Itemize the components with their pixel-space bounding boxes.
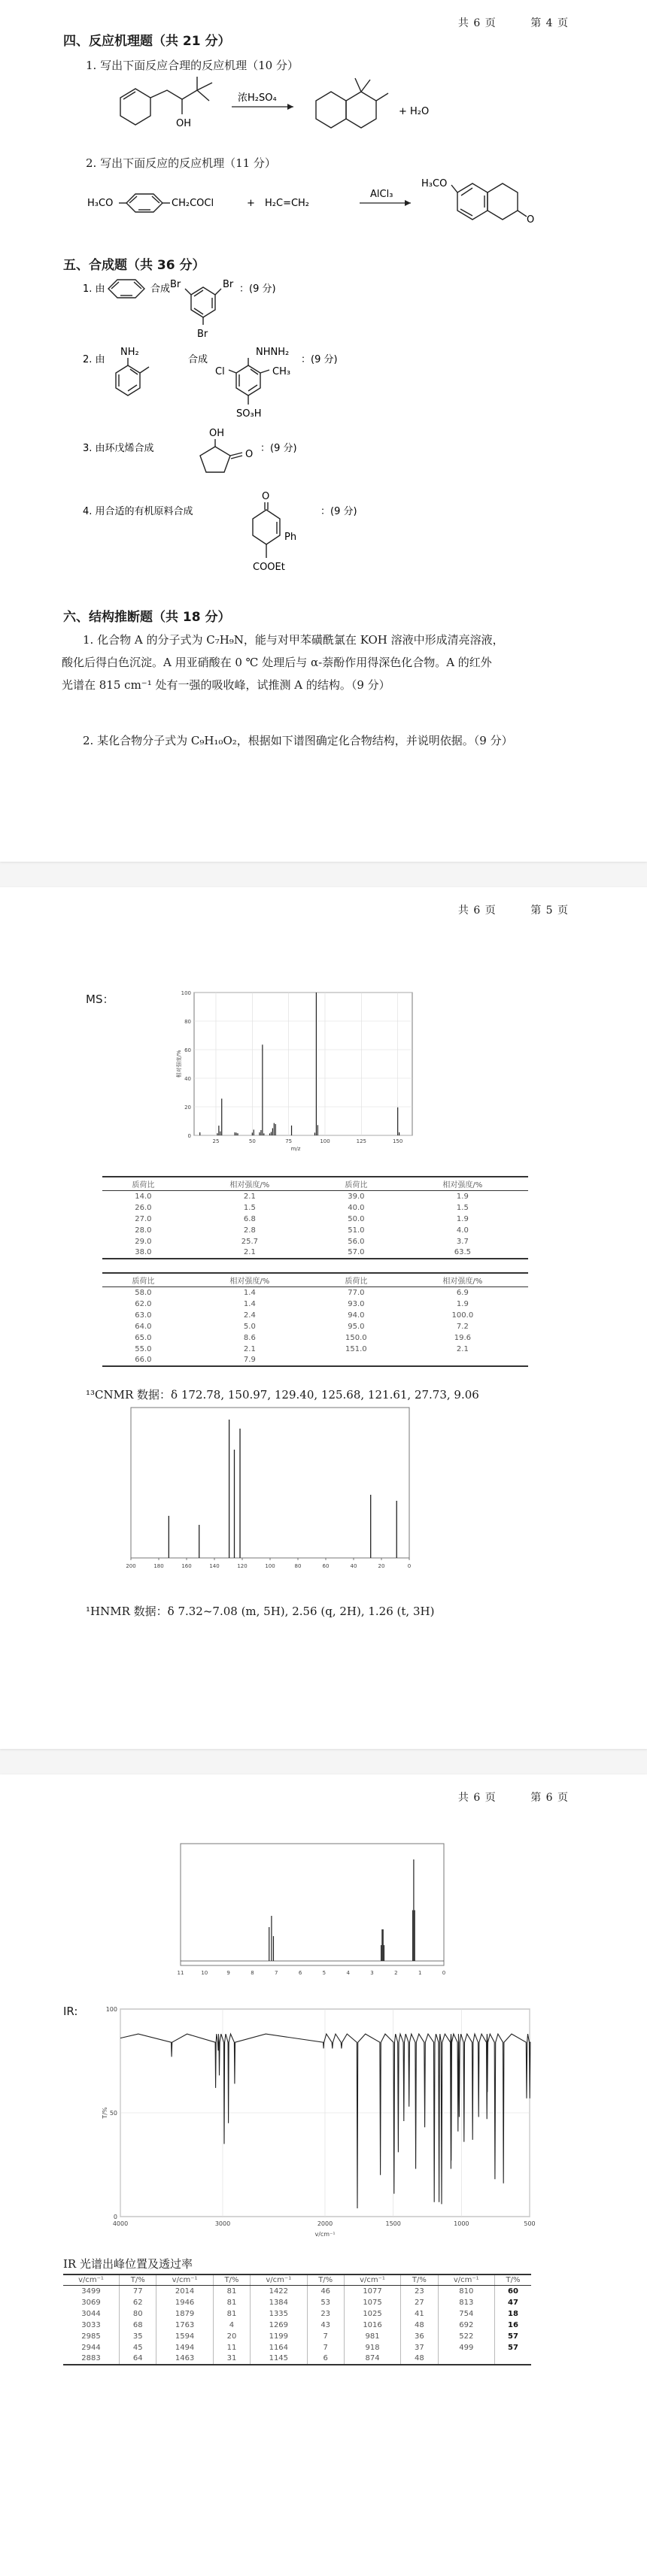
table-cell: 66.0 [102, 1355, 184, 1366]
table-cell: 58.0 [135, 1288, 152, 1297]
table-cell: 4.0 [456, 1226, 469, 1235]
table-cell: 150.0 [345, 1333, 367, 1342]
ms-table-1 [102, 1176, 528, 1259]
table-cell [397, 1355, 528, 1366]
tribromobenzene-diagram [185, 287, 221, 325]
ms-label: MS： [86, 993, 114, 1006]
hydrazine-label: NHNH₂ [256, 347, 290, 358]
question-text: 1. 写出下面反应合理的反应机理（10 分） [86, 59, 299, 72]
table-cell: 2.8 [243, 1226, 256, 1235]
table-cell: 47 [495, 2297, 532, 2308]
column-header: T/% [120, 2274, 156, 2286]
section-title: 五、合成题（共 36 分） [63, 258, 205, 273]
table-cell: 63.0 [135, 1311, 152, 1320]
ir-label: IR: [63, 2005, 78, 2018]
cyclohexene-diagram [120, 77, 212, 125]
table-cell: 48 [401, 2320, 438, 2331]
tick-label: 3 [370, 1970, 374, 1976]
table-cell: 28.0 [135, 1226, 152, 1235]
table-cell: 14.0 [135, 1192, 152, 1201]
table-cell: 2985 [81, 2332, 101, 2341]
tick-label: 1000 [454, 2220, 469, 2227]
table-cell: 5.0 [243, 1322, 256, 1331]
table-cell: 2.4 [243, 1311, 256, 1320]
table-cell: 810 [438, 2286, 494, 2297]
table-row [102, 1202, 528, 1214]
question-text: 3. 由环戊烯合成 [83, 443, 154, 454]
table-cell: 1763 [156, 2320, 213, 2331]
tick-label: 500 [524, 2220, 536, 2227]
table-cell: 1494 [156, 2342, 213, 2353]
table-cell: 27.0 [135, 1214, 152, 1223]
tick-label: 100 [320, 1138, 330, 1144]
problem-2-text: 2. 某化合物分子式为 C₉H₁₀O₂，根据如下谱图确定化合物结构，并说明依据。（9 分） [83, 734, 513, 747]
problem-line: 光谱在 815 cm⁻¹ 处有一强的吸收峰，试推测 A 的结构。（9 分） [62, 678, 390, 692]
x-axis-label: m/z [290, 1146, 301, 1152]
table-cell: 1077 [344, 2286, 400, 2297]
page-header [428, 15, 569, 30]
table-cell: 1946 [156, 2297, 213, 2308]
table-cell: 68 [120, 2320, 156, 2331]
table-cell: 93.0 [348, 1299, 365, 1308]
table-cell: 981 [344, 2331, 400, 2342]
o-toluidine-diagram [116, 358, 149, 395]
column-header: 相对强度/% [397, 1177, 528, 1191]
octahydronaphthalene-diagram [316, 78, 388, 128]
table-cell: 499 [438, 2342, 494, 2353]
table-cell: 151.0 [345, 1344, 367, 1353]
tick-label: 0 [187, 1133, 191, 1139]
table-cell: 26.0 [135, 1203, 152, 1212]
table-cell: 1.9 [456, 1299, 469, 1308]
section-title: 六、结构推断题（共 18 分） [63, 610, 231, 625]
column-header: 相对强度/% [397, 1273, 528, 1287]
plot-frame [181, 1844, 444, 1965]
column-header: T/% [307, 2274, 344, 2286]
table-cell: 45 [120, 2342, 156, 2353]
table-cell: 23 [401, 2286, 438, 2297]
table-cell: 57 [495, 2342, 532, 2353]
ir-table-title: IR 光谱出峰位置及透过率 [63, 2257, 193, 2271]
table-cell: 11 [213, 2342, 250, 2353]
table-cell: 56.0 [348, 1237, 365, 1246]
table-cell: 522 [438, 2331, 494, 2342]
tick-label: 20 [378, 1563, 385, 1569]
column-header: 质荷比 [102, 1273, 184, 1287]
table-cell: 53 [307, 2297, 344, 2308]
table-row [102, 1236, 528, 1247]
question-text: 合成 [188, 354, 208, 365]
table-cell: 3044 [81, 2309, 101, 2318]
reaction-2-scheme [75, 171, 557, 232]
page-number: 第 6 页 [530, 1792, 569, 1804]
benzene-ring-diagram [119, 194, 170, 212]
cnmr-data-text: ¹³CNMR 数据：δ 172.78, 150.97, 129.40, 125.68, 121.61, 27.73, 9.06 [86, 1388, 479, 1402]
table-cell: 100.0 [451, 1311, 474, 1320]
tick-label: 9 [226, 1970, 230, 1976]
plus-sign: + [247, 198, 255, 209]
table-cell: 48 [401, 2353, 438, 2365]
table-cell: 1.5 [243, 1203, 256, 1212]
table-cell: 16 [495, 2320, 532, 2331]
table-cell: 2014 [156, 2286, 213, 2297]
table-cell: 1384 [251, 2297, 307, 2308]
table-row [63, 2286, 531, 2297]
table-row [102, 1214, 528, 1225]
table-cell: 2883 [63, 2353, 120, 2365]
tick-label: 8 [251, 1970, 254, 1976]
table-cell: 1.9 [456, 1214, 469, 1223]
table-cell: 18 [495, 2308, 532, 2320]
page-header [428, 902, 569, 917]
table-cell: 63.5 [397, 1247, 528, 1259]
table-cell: 57 [495, 2331, 532, 2342]
table-cell: 2.1 [243, 1192, 256, 1201]
table-cell: 1594 [156, 2331, 213, 2342]
table-cell [315, 1355, 397, 1366]
table-cell: 77.0 [348, 1288, 365, 1297]
tick-label: 0 [113, 2214, 117, 2220]
table-cell: 36 [401, 2331, 438, 2342]
table-cell: 2.1 [243, 1344, 256, 1353]
question-points: ：(9 分) [260, 443, 297, 454]
tick-label: 180 [153, 1563, 164, 1569]
table-cell: 81 [213, 2297, 250, 2308]
chlorine-label: Cl [215, 366, 225, 377]
table-cell: 1164 [251, 2342, 307, 2353]
table-cell: 57.0 [315, 1247, 397, 1259]
synthesis-4 [75, 489, 527, 586]
page-number: 第 4 页 [530, 17, 569, 29]
section-title: 四、反应机理题（共 21 分） [63, 34, 231, 49]
reagent-label: AlCl₃ [370, 189, 393, 200]
table-cell: 7 [307, 2331, 344, 2342]
water-label: + H₂O [399, 106, 430, 117]
table-cell [438, 2353, 494, 2365]
table-cell: 38.0 [102, 1247, 184, 1259]
benzene-diagram [108, 280, 144, 298]
tick-label: 200 [126, 1563, 136, 1569]
tick-label: 7 [275, 1970, 278, 1976]
oh-label: OH [176, 118, 192, 129]
table-cell: 1199 [251, 2331, 307, 2342]
tick-label: 60 [184, 1047, 191, 1053]
table-cell: 40.0 [348, 1203, 365, 1212]
table-cell: 37 [401, 2342, 438, 2353]
column-header: T/% [401, 2274, 438, 2286]
table-cell: 3.7 [456, 1237, 469, 1246]
table-cell: 46 [307, 2286, 344, 2297]
problem-1-text [62, 629, 602, 696]
table-cell: 3069 [81, 2298, 101, 2307]
table-cell: 27 [401, 2297, 438, 2308]
table-row [102, 1299, 528, 1310]
table-cell: 1.9 [456, 1192, 469, 1201]
table-cell: 94.0 [348, 1311, 365, 1320]
table-row [63, 2308, 531, 2320]
hydroxyl-label: OH [209, 428, 225, 439]
tick-label: 10 [201, 1970, 208, 1976]
table-cell: 692 [438, 2320, 494, 2331]
table-cell: 2.1 [456, 1344, 469, 1353]
table-row [102, 1332, 528, 1344]
table-cell [495, 2353, 532, 2365]
ketone-o-label: O [527, 214, 535, 226]
table-cell: 25.7 [241, 1237, 258, 1246]
ketone-o-label: O [245, 449, 254, 460]
tick-label: 2000 [317, 2220, 333, 2227]
hydroxy-cyclopentanone-diagram [200, 439, 242, 472]
table-cell: 6.8 [243, 1214, 256, 1223]
table-cell: 29.0 [135, 1237, 152, 1246]
tick-label: 11 [177, 1970, 184, 1976]
table-cell: 1879 [156, 2308, 213, 2320]
total-pages: 共 6 页 [457, 905, 497, 917]
table-cell: 7.9 [184, 1355, 315, 1366]
page-number: 第 5 页 [530, 905, 569, 917]
ir-transmittance-curve [120, 2034, 530, 2208]
table-cell: 1.5 [456, 1203, 469, 1212]
table-cell: 6.9 [456, 1288, 469, 1297]
column-header: 相对强度/% [184, 1177, 315, 1191]
table-cell: 20 [213, 2331, 250, 2342]
plot-frame [131, 1408, 409, 1558]
question-points: ：(9 分) [239, 283, 276, 295]
problem-line: 1. 化合物 A 的分子式为 C₇H₉N，能与对甲苯磺酰氯在 KOH 溶液中形成清亮溶液， [83, 633, 504, 647]
table-cell: 8.6 [243, 1333, 256, 1342]
table-row [63, 2331, 531, 2342]
table-cell: 4 [213, 2320, 250, 2331]
plot-frame [194, 993, 412, 1135]
table-row [102, 1310, 528, 1321]
table-header-row [63, 2274, 531, 2286]
column-header: v/cm⁻¹ [156, 2274, 213, 2286]
tick-label: 3000 [214, 2220, 231, 2227]
tick-label: 100 [105, 2006, 117, 2013]
ketone-o-label: O [262, 491, 270, 502]
column-header: 质荷比 [315, 1273, 397, 1287]
table-cell: 62 [120, 2297, 156, 2308]
ms-table-2 [102, 1272, 528, 1367]
tick-label: 40 [184, 1076, 191, 1082]
tick-label: 125 [356, 1138, 367, 1144]
product-methoxy-label: H₃CO [421, 178, 448, 189]
bromine-label: Br [170, 279, 181, 290]
table-cell: 1269 [251, 2320, 307, 2331]
question-text: 合成 [150, 283, 171, 295]
table-cell: 95.0 [348, 1322, 365, 1331]
hnmr-spectrum-chart [173, 1839, 451, 1982]
table-cell: 23 [307, 2308, 344, 2320]
table-cell: 31 [213, 2353, 250, 2365]
table-cell: 43 [307, 2320, 344, 2331]
column-header: 质荷比 [102, 1177, 184, 1191]
table-cell: 3033 [81, 2320, 101, 2329]
total-pages: 共 6 页 [457, 17, 497, 29]
table-cell: 50.0 [348, 1214, 365, 1223]
tick-label: 50 [248, 1138, 256, 1144]
column-header: T/% [213, 2274, 250, 2286]
table-cell: 1016 [344, 2320, 400, 2331]
table-cell: 41 [401, 2308, 438, 2320]
bromine-label: Br [223, 279, 234, 290]
tick-label: 1 [418, 1970, 422, 1976]
table-cell: 1463 [156, 2353, 213, 2365]
tick-label: 6 [298, 1970, 302, 1976]
table-cell: 62.0 [135, 1299, 152, 1308]
cyclohexenone-diagram [253, 502, 280, 558]
column-header: v/cm⁻¹ [344, 2274, 400, 2286]
table-cell: 6 [307, 2353, 344, 2365]
ir-peak-table [63, 2274, 531, 2365]
table-row [102, 1287, 528, 1299]
column-header: v/cm⁻¹ [63, 2274, 120, 2286]
hnmr-data-text: ¹HNMR 数据：δ 7.32~7.08 (m, 5H), 2.56 (q, 2H), 1.26 (t, 3H) [86, 1605, 435, 1618]
tick-label: 0 [407, 1563, 412, 1569]
tick-label: 120 [237, 1563, 248, 1569]
table-cell: 65.0 [135, 1333, 152, 1342]
column-header: T/% [495, 2274, 532, 2286]
tick-label: 1500 [385, 2220, 401, 2227]
table-row [63, 2297, 531, 2308]
tick-label: 2 [394, 1970, 398, 1976]
tick-label: 25 [212, 1138, 220, 1144]
total-pages: 共 6 页 [457, 1792, 497, 1804]
table-row [63, 2342, 531, 2353]
question-text: 4. 用合适的有机原料合成 [83, 506, 193, 517]
table-cell: 19.6 [454, 1333, 471, 1342]
tick-label: 80 [294, 1563, 302, 1569]
tick-label: 20 [184, 1105, 191, 1111]
table-row [102, 1355, 528, 1366]
question-points: ：(9 分) [301, 354, 338, 365]
ir-spectrum-chart [98, 2005, 537, 2245]
table-row [102, 1191, 528, 1202]
bromine-label: Br [197, 329, 208, 340]
cnmr-spectrum-chart [123, 1403, 417, 1579]
y-axis-label: T/% [102, 2107, 108, 2119]
tick-label: 5 [322, 1970, 327, 1976]
question-text: 1. 由 [83, 283, 105, 295]
column-header: 相对强度/% [184, 1273, 315, 1287]
tick-label: 100 [181, 990, 191, 996]
ester-label: COOEt [253, 562, 285, 573]
table-row [102, 1247, 528, 1259]
table-cell: 1422 [251, 2286, 307, 2297]
table-cell: 60 [495, 2286, 532, 2297]
tick-label: 75 [285, 1138, 293, 1144]
question-text: 2. 由 [83, 354, 105, 365]
table-cell: 2944 [81, 2343, 101, 2352]
question-text: 2. 写出下面反应的反应机理（11 分） [86, 156, 276, 170]
table-cell: 7 [307, 2342, 344, 2353]
table-cell: 874 [344, 2353, 400, 2365]
hydrazine-benzene-diagram [229, 358, 269, 405]
table-cell: 81 [213, 2308, 250, 2320]
page-4 [0, 0, 647, 862]
table-header-row [102, 1273, 528, 1287]
table-cell: 51.0 [348, 1226, 365, 1235]
table-cell: 1025 [344, 2308, 400, 2320]
problem-line: 酸化后得白色沉淀。A 用亚硝酸在 0 ℃ 处理后与 α-萘酚作用得深色化合物。A 的红外 [62, 656, 492, 669]
synthesis-1 [75, 272, 527, 347]
column-header: v/cm⁻¹ [251, 2274, 307, 2286]
table-row [63, 2353, 531, 2365]
amine-label: NH₂ [120, 347, 139, 358]
column-header: 质荷比 [315, 1177, 397, 1191]
table-header-row [102, 1177, 528, 1191]
table-cell: 35 [120, 2331, 156, 2342]
x-axis-label: v/cm⁻¹ [314, 2231, 336, 2238]
ms-spectrum-chart [173, 985, 421, 1165]
tick-label: 160 [181, 1563, 192, 1569]
tick-label: 60 [322, 1563, 330, 1569]
synthesis-2 [75, 344, 527, 427]
tetralone-diagram [451, 183, 527, 220]
table-cell: 77 [120, 2286, 156, 2297]
tick-label: 100 [265, 1563, 275, 1569]
table-row [63, 2320, 531, 2331]
ethylene-label: H₂C=CH₂ [265, 198, 310, 209]
table-row [102, 1344, 528, 1355]
tick-label: 4 [346, 1970, 350, 1976]
tick-label: 40 [350, 1563, 357, 1569]
table-cell: 1.4 [243, 1288, 256, 1297]
sulfonic-acid-label: SO₃H [236, 408, 262, 420]
table-cell: 1.4 [243, 1299, 256, 1308]
reaction-1-scheme [98, 75, 519, 165]
table-cell: 1145 [251, 2353, 307, 2365]
synthesis-3 [75, 426, 527, 486]
table-cell: 754 [438, 2308, 494, 2320]
page-5 [0, 887, 647, 1749]
table-cell: 55.0 [135, 1344, 152, 1353]
table-cell: 3499 [81, 2287, 101, 2296]
table-cell: 1335 [251, 2308, 307, 2320]
column-header: v/cm⁻¹ [438, 2274, 494, 2286]
question-points: ：(9 分) [320, 506, 357, 517]
table-cell: 7.2 [456, 1322, 469, 1331]
tick-label: 4000 [112, 2220, 129, 2227]
table-cell: 64.0 [135, 1322, 152, 1331]
table-cell: 2.1 [184, 1247, 315, 1259]
phenyl-label: Ph [284, 532, 297, 543]
table-cell: 39.0 [348, 1192, 365, 1201]
table-row [102, 1225, 528, 1236]
methyl-label: CH₃ [272, 366, 291, 377]
table-cell: 918 [344, 2342, 400, 2353]
reagent-label: 浓H₂SO₄ [238, 92, 277, 104]
table-cell: 81 [213, 2286, 250, 2297]
table-cell: 64 [120, 2353, 156, 2365]
tick-label: 140 [209, 1563, 220, 1569]
page-header [428, 1790, 569, 1805]
table-row [102, 1321, 528, 1332]
table-cell: 1075 [344, 2297, 400, 2308]
acyl-chloride-label: CH₂COCl [172, 198, 214, 209]
methoxy-label: H₃CO [87, 198, 114, 209]
tick-label: 150 [392, 1138, 403, 1144]
table-cell: 80 [120, 2308, 156, 2320]
tick-label: 50 [109, 2110, 117, 2117]
tick-label: 80 [184, 1019, 191, 1025]
page-6 [0, 1774, 647, 2576]
y-axis-label: 相对强度/% [176, 1050, 182, 1078]
tick-label: 0 [442, 1970, 446, 1976]
table-cell: 813 [438, 2297, 494, 2308]
